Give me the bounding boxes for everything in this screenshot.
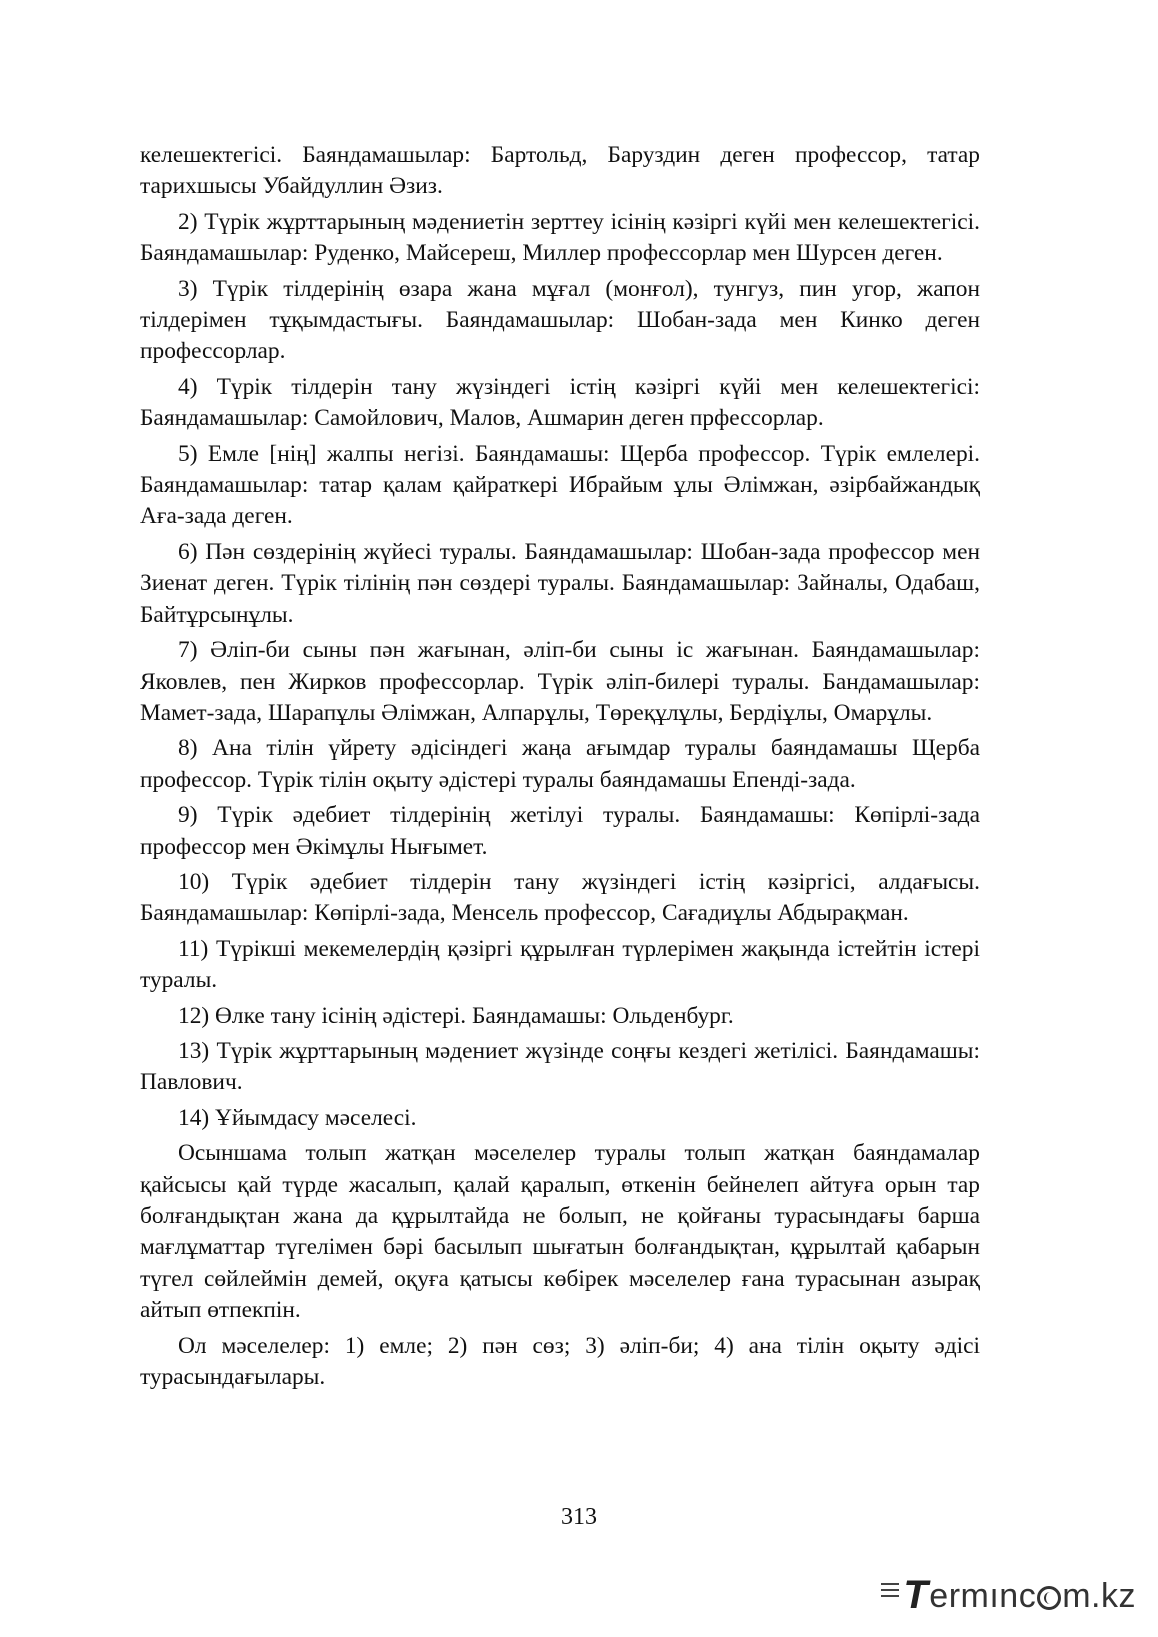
paragraph-item-5: 5) Емле [нің] жалпы негізі. Баяндамашы: Щерба профессор. Түрік емлелері. Баяндамашылар: татар қалам қайраткері Ибрайым ұлы Әлімжан, әзірбайжандық Аға-зада деген.	[140, 440, 980, 530]
paragraph-item-10: 10) Түрік әдебиет тілдерін тану жүзіндегі істің кәзіргісі, алдағысы. Баяндамашылар: Көпірлі-зада, Менсель профессор, Сағадиұлы Абдырақман.	[140, 868, 980, 927]
paragraph-item-13: 13) Түрік жұрттарының мәдениет жүзінде соңғы кездегі жетілісі. Баяндамашы: Павлович.	[140, 1037, 980, 1096]
page-body	[140, 140, 980, 1397]
watermark-text-part2: m.kz	[1062, 1577, 1136, 1615]
paragraph-item-2: 2) Түрік жұрттарының мәдениетін зерттеу ісінің кәзіргі күйі мен келешектегісі. Баяндамашылар: Руденко, Майсереш, Миллер профессорлар мен Шурсен деген.	[140, 208, 980, 267]
paragraph-item-12: 12) Өлке тану ісінің әдістері. Баяндамашы: Ольденбург.	[178, 1002, 734, 1029]
paragraph-conclusion: Ол мәселелер: 1) емле; 2) пән сөз; 3) әліп-би; 4) ана тілін оқыту әдісі турасындағылары.	[140, 1332, 980, 1391]
paragraph-summary: Осыншама толып жатқан мәселелер туралы толып жатқан баяндамалар қайсысы қай түрде жасалып, қалай қаралып, өткенін бейнелеп айтуға орын тар болғандықтан жана да құрылтайда не болып, не қойғаны турасындағы барша мағлұматтар түгелімен бәрі басылып шығатын болғандықтан, құрылтай қабарын түгел сөйлеймін демей, оқуға қатысы көбірек мәселелер ғана турасынан азырақ айтып өтпекпін.	[140, 1140, 980, 1324]
watermark-t-letter: T	[903, 1575, 929, 1617]
paragraph-item-3: 3) Түрік тілдерінің өзара жана мұғал (монғол), тунгуз, пин угор, жапон тілдерімен тұқымдастығы. Баяндамашылар: Шобан-зада мен Кинко деген профессорлар.	[140, 275, 980, 365]
site-watermark-logo	[903, 1573, 1136, 1617]
paragraph-item-6: 6) Пән сөздерінің жүйесі туралы. Баяндамашылар: Шобан-зада профессор мен Зиенат деген. Түрік тілінің пән сөздері туралы. Баяндамашылар: Зайналы, Одабаш, Байтұрсынұлы.	[140, 538, 980, 628]
paragraph-item-9: 9) Түрік әдебиет тілдерінің жетілуі туралы. Баяндамашы: Көпірлі-зада профессор мен Әкімұлы Нығымет.	[140, 802, 980, 860]
paragraph-item-8: 8) Ана тілін үйрету әдісіндегі жаңа ағымдар туралы баяндамашы Щерба профессор. Түрік тілін оқыту әдістері туралы баяндамашы Епенді-зада.	[140, 735, 980, 793]
page-number: 313	[561, 1504, 597, 1530]
globe-icon	[1037, 1586, 1061, 1610]
watermark-speed-lines-icon	[881, 1583, 899, 1603]
paragraph-item-4: 4) Түрік тілдерін тану жүзіндегі істің кәзіргі күйі мен келешектегісі: Баяндамашылар: Самойлович, Малов, Ашмарин деген прфессорлар.	[140, 373, 980, 432]
watermark-text-part1: ermınc	[929, 1577, 1037, 1615]
paragraph-item-11: 11) Түрікші мекемелердің қәзіргі құрылған түрлерімен жақында істейтін істері туралы.	[140, 935, 980, 994]
paragraph-item-14: 14) Ұйымдасу мәселесі.	[178, 1104, 417, 1131]
paragraph-continuation: келешектегісі. Баяндамашылар: Бартольд, Баруздин деген профессор, татар тарихшысы Убайдуллин Әзиз.	[140, 142, 980, 200]
paragraph-item-7: 7) Әліп-би сыны пән жағынан, әліп-би сыны іс жағынан. Баяндамашылар: Яковлев, пен Жирков профессорлар. Түрік әліп-билері туралы. Бандамашылар: Мамет-зада, Шарапұлы Әлімжан, Алпарұлы, Төреқұлұлы, Бердіұлы, Омарұлы.	[140, 637, 980, 726]
